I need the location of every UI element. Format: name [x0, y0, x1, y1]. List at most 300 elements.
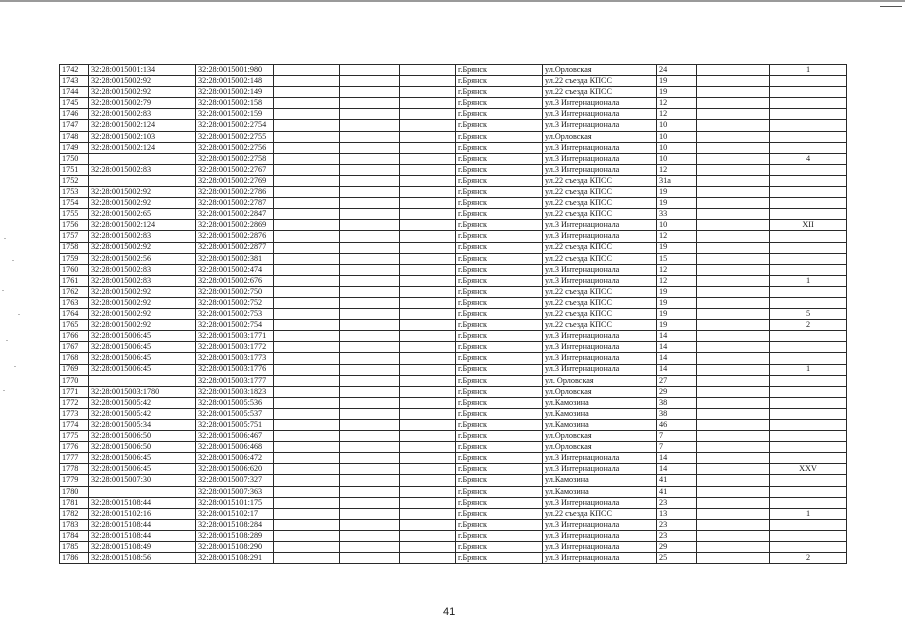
city-cell: г.Брянск — [456, 420, 543, 431]
street-cell: ул.Орловская — [543, 65, 657, 76]
empty-cell — [340, 253, 400, 264]
house-number-cell: 14 — [657, 342, 697, 353]
street-cell: ул.3 Интернационала — [543, 453, 657, 464]
empty-cell — [340, 497, 400, 508]
table-row — [60, 198, 847, 209]
empty-cell — [274, 508, 340, 519]
empty-cell — [340, 286, 400, 297]
empty-cell — [400, 131, 456, 142]
empty-cell — [340, 242, 400, 253]
street-cell: ул.3 Интернационала — [543, 331, 657, 342]
row-number-cell: 1782 — [60, 508, 89, 519]
empty-cell — [697, 142, 770, 153]
empty-cell — [274, 231, 340, 242]
empty-cell — [697, 131, 770, 142]
street-cell: ул.22 съезда КПСС — [543, 508, 657, 519]
room-number-cell — [770, 120, 847, 131]
street-cell: ул.3 Интернационала — [543, 364, 657, 375]
empty-cell — [340, 120, 400, 131]
street-cell: ул.22 съезда КПСС — [543, 309, 657, 320]
empty-cell — [274, 87, 340, 98]
house-number-cell: 14 — [657, 353, 697, 364]
room-number-cell — [770, 209, 847, 220]
city-cell: г.Брянск — [456, 508, 543, 519]
empty-cell — [274, 420, 340, 431]
empty-cell — [340, 76, 400, 87]
cadastral-number-cell: 32:28:0015002:148 — [196, 76, 274, 87]
row-number-cell: 1746 — [60, 109, 89, 120]
city-cell: г.Брянск — [456, 408, 543, 419]
city-cell: г.Брянск — [456, 375, 543, 386]
empty-cell — [400, 164, 456, 175]
parcel-number-cell: 32:28:0015002:124 — [89, 142, 196, 153]
row-number-cell: 1773 — [60, 408, 89, 419]
empty-cell — [400, 453, 456, 464]
empty-cell — [697, 164, 770, 175]
table-row — [60, 76, 847, 87]
house-number-cell: 12 — [657, 98, 697, 109]
city-cell: г.Брянск — [456, 397, 543, 408]
empty-cell — [274, 209, 340, 220]
house-number-cell: 15 — [657, 253, 697, 264]
empty-cell — [400, 442, 456, 453]
parcel-number-cell: 32:28:0015003:1780 — [89, 386, 196, 397]
street-cell: ул.22 съезда КПСС — [543, 175, 657, 186]
empty-cell — [400, 475, 456, 486]
empty-cell — [400, 153, 456, 164]
house-number-cell: 13 — [657, 508, 697, 519]
parcel-number-cell: 32:28:0015002:92 — [89, 87, 196, 98]
room-number-cell — [770, 386, 847, 397]
empty-cell — [340, 375, 400, 386]
street-cell: ул.Камозина — [543, 486, 657, 497]
row-number-cell: 1784 — [60, 530, 89, 541]
cadastral-number-cell: 32:28:0015003:1772 — [196, 342, 274, 353]
empty-cell — [274, 519, 340, 530]
row-number-cell: 1769 — [60, 364, 89, 375]
empty-cell — [340, 331, 400, 342]
parcel-number-cell — [89, 175, 196, 186]
street-cell: ул.22 съезда КПСС — [543, 87, 657, 98]
parcel-number-cell: 32:28:0015102:16 — [89, 508, 196, 519]
empty-cell — [340, 475, 400, 486]
empty-cell — [697, 464, 770, 475]
city-cell: г.Брянск — [456, 209, 543, 220]
house-number-cell: 19 — [657, 76, 697, 87]
empty-cell — [697, 397, 770, 408]
empty-cell — [340, 187, 400, 198]
city-cell: г.Брянск — [456, 231, 543, 242]
empty-cell — [697, 209, 770, 220]
empty-cell — [697, 231, 770, 242]
empty-cell — [697, 309, 770, 320]
table-row — [60, 98, 847, 109]
table-row — [60, 553, 847, 564]
street-cell: ул.22 съезда КПСС — [543, 209, 657, 220]
cadastral-number-cell: 32:28:0015003:1776 — [196, 364, 274, 375]
table-row — [60, 65, 847, 76]
parcel-number-cell: 32:28:0015002:124 — [89, 220, 196, 231]
street-cell: ул. Орловская — [543, 375, 657, 386]
street-cell: ул.22 съезда КПСС — [543, 286, 657, 297]
table-row — [60, 331, 847, 342]
cadastral-number-cell: 32:28:0015101:175 — [196, 497, 274, 508]
room-number-cell — [770, 431, 847, 442]
row-number-cell: 1750 — [60, 153, 89, 164]
room-number-cell: XXV — [770, 464, 847, 475]
row-number-cell: 1768 — [60, 353, 89, 364]
row-number-cell: 1757 — [60, 231, 89, 242]
street-cell: ул.Камозина — [543, 397, 657, 408]
street-cell: ул.3 Интернационала — [543, 231, 657, 242]
cadastral-number-cell: 32:28:0015003:1777 — [196, 375, 274, 386]
cadastral-number-cell: 32:28:0015002:381 — [196, 253, 274, 264]
house-number-cell: 10 — [657, 131, 697, 142]
city-cell: г.Брянск — [456, 431, 543, 442]
cadastral-number-cell: 32:28:0015006:468 — [196, 442, 274, 453]
empty-cell — [697, 242, 770, 253]
empty-cell — [400, 309, 456, 320]
room-number-cell — [770, 175, 847, 186]
street-cell: ул.22 съезда КПСС — [543, 242, 657, 253]
house-number-cell: 41 — [657, 486, 697, 497]
city-cell: г.Брянск — [456, 131, 543, 142]
empty-cell — [697, 519, 770, 530]
parcel-number-cell: 32:28:0015006:50 — [89, 431, 196, 442]
city-cell: г.Брянск — [456, 530, 543, 541]
city-cell: г.Брянск — [456, 297, 543, 308]
empty-cell — [400, 408, 456, 419]
city-cell: г.Брянск — [456, 453, 543, 464]
top-border-line — [0, 0, 905, 2]
city-cell: г.Брянск — [456, 542, 543, 553]
empty-cell — [340, 264, 400, 275]
table-row — [60, 309, 847, 320]
parcel-number-cell: 32:28:0015108:56 — [89, 553, 196, 564]
empty-cell — [400, 142, 456, 153]
empty-cell — [400, 320, 456, 331]
empty-cell — [400, 198, 456, 209]
table-row — [60, 153, 847, 164]
row-number-cell: 1770 — [60, 375, 89, 386]
cadastral-number-cell: 32:28:0015002:149 — [196, 87, 274, 98]
room-number-cell — [770, 342, 847, 353]
parcel-number-cell: 32:28:0015007:30 — [89, 475, 196, 486]
parcel-number-cell: 32:28:0015002:83 — [89, 164, 196, 175]
city-cell: г.Брянск — [456, 486, 543, 497]
parcel-number-cell: 32:28:0015002:92 — [89, 187, 196, 198]
empty-cell — [340, 553, 400, 564]
empty-cell — [697, 442, 770, 453]
table-row — [60, 542, 847, 553]
city-cell: г.Брянск — [456, 331, 543, 342]
empty-cell — [340, 508, 400, 519]
row-number-cell: 1752 — [60, 175, 89, 186]
parcel-number-cell: 32:28:0015006:45 — [89, 453, 196, 464]
room-number-cell — [770, 198, 847, 209]
empty-cell — [274, 553, 340, 564]
table-row — [60, 475, 847, 486]
empty-cell — [697, 76, 770, 87]
empty-cell — [274, 198, 340, 209]
empty-cell — [697, 486, 770, 497]
street-cell: ул.3 Интернационала — [543, 497, 657, 508]
empty-cell — [340, 464, 400, 475]
cadastral-number-cell: 32:28:0015002:2754 — [196, 120, 274, 131]
empty-cell — [400, 87, 456, 98]
cadastral-number-cell: 32:28:0015002:158 — [196, 98, 274, 109]
empty-cell — [400, 530, 456, 541]
parcel-number-cell: 32:28:0015002:83 — [89, 275, 196, 286]
house-number-cell: 19 — [657, 320, 697, 331]
row-number-cell: 1759 — [60, 253, 89, 264]
city-cell: г.Брянск — [456, 76, 543, 87]
row-number-cell: 1760 — [60, 264, 89, 275]
empty-cell — [697, 153, 770, 164]
empty-cell — [340, 542, 400, 553]
table-row — [60, 397, 847, 408]
cadastral-number-cell: 32:28:0015002:2758 — [196, 153, 274, 164]
parcel-number-cell: 32:28:0015002:83 — [89, 109, 196, 120]
empty-cell — [400, 209, 456, 220]
empty-cell — [340, 131, 400, 142]
city-cell: г.Брянск — [456, 220, 543, 231]
empty-cell — [340, 164, 400, 175]
empty-cell — [697, 375, 770, 386]
cadastral-number-cell: 32:28:0015003:1773 — [196, 353, 274, 364]
street-cell: ул.3 Интернационала — [543, 120, 657, 131]
street-cell: ул.3 Интернационала — [543, 98, 657, 109]
cadastral-number-cell: 32:28:0015108:289 — [196, 530, 274, 541]
parcel-number-cell: 32:28:0015005:42 — [89, 397, 196, 408]
cadastral-number-cell: 32:28:0015006:472 — [196, 453, 274, 464]
cadastral-number-cell: 32:28:0015002:753 — [196, 309, 274, 320]
row-number-cell: 1758 — [60, 242, 89, 253]
table-row — [60, 464, 847, 475]
empty-cell — [400, 264, 456, 275]
cadastral-number-cell: 32:28:0015108:290 — [196, 542, 274, 553]
parcel-number-cell: 32:28:0015002:103 — [89, 131, 196, 142]
city-cell: г.Брянск — [456, 497, 543, 508]
house-number-cell: 19 — [657, 286, 697, 297]
table-row — [60, 109, 847, 120]
room-number-cell: 4 — [770, 153, 847, 164]
row-number-cell: 1744 — [60, 87, 89, 98]
empty-cell — [274, 275, 340, 286]
row-number-cell: 1774 — [60, 420, 89, 431]
house-number-cell: 19 — [657, 242, 697, 253]
cadastral-number-cell: 32:28:0015007:363 — [196, 486, 274, 497]
table-row — [60, 275, 847, 286]
empty-cell — [340, 486, 400, 497]
city-cell: г.Брянск — [456, 275, 543, 286]
empty-cell — [697, 253, 770, 264]
empty-cell — [400, 187, 456, 198]
room-number-cell: 1 — [770, 275, 847, 286]
row-number-cell: 1767 — [60, 342, 89, 353]
table-row — [60, 231, 847, 242]
empty-cell — [400, 220, 456, 231]
city-cell: г.Брянск — [456, 120, 543, 131]
row-number-cell: 1763 — [60, 297, 89, 308]
empty-cell — [400, 397, 456, 408]
room-number-cell — [770, 530, 847, 541]
room-number-cell: 1 — [770, 508, 847, 519]
street-cell: ул.22 съезда КПСС — [543, 253, 657, 264]
street-cell: ул.Орловская — [543, 131, 657, 142]
empty-cell — [274, 142, 340, 153]
row-number-cell: 1753 — [60, 187, 89, 198]
empty-cell — [274, 486, 340, 497]
street-cell: ул.3 Интернационала — [543, 109, 657, 120]
empty-cell — [340, 153, 400, 164]
parcel-number-cell: 32:28:0015005:42 — [89, 408, 196, 419]
street-cell: ул.3 Интернационала — [543, 530, 657, 541]
street-cell: ул.3 Интернационала — [543, 275, 657, 286]
parcel-number-cell — [89, 375, 196, 386]
house-number-cell: 19 — [657, 297, 697, 308]
cadastral-number-cell: 32:28:0015002:2756 — [196, 142, 274, 153]
empty-cell — [340, 431, 400, 442]
house-number-cell: 23 — [657, 530, 697, 541]
row-number-cell: 1765 — [60, 320, 89, 331]
city-cell: г.Брянск — [456, 353, 543, 364]
empty-cell — [274, 320, 340, 331]
page-number: 41 — [443, 606, 456, 618]
empty-cell — [697, 331, 770, 342]
house-number-cell: 12 — [657, 231, 697, 242]
empty-cell — [274, 530, 340, 541]
empty-cell — [274, 309, 340, 320]
street-cell: ул.3 Интернационала — [543, 164, 657, 175]
empty-cell — [340, 109, 400, 120]
city-cell: г.Брянск — [456, 386, 543, 397]
cadastral-number-cell: 32:28:0015002:2869 — [196, 220, 274, 231]
empty-cell — [340, 297, 400, 308]
house-number-cell: 29 — [657, 386, 697, 397]
street-cell: ул.3 Интернационала — [543, 464, 657, 475]
street-cell: ул.Камозина — [543, 408, 657, 419]
empty-cell — [400, 297, 456, 308]
empty-cell — [697, 553, 770, 564]
empty-cell — [697, 98, 770, 109]
empty-cell — [274, 497, 340, 508]
room-number-cell — [770, 497, 847, 508]
room-number-cell — [770, 353, 847, 364]
table-row — [60, 286, 847, 297]
street-cell: ул.3 Интернационала — [543, 153, 657, 164]
empty-cell — [400, 431, 456, 442]
city-cell: г.Брянск — [456, 475, 543, 486]
parcel-number-cell: 32:28:0015002:92 — [89, 76, 196, 87]
empty-cell — [340, 408, 400, 419]
street-cell: ул.Орловская — [543, 386, 657, 397]
empty-cell — [274, 120, 340, 131]
room-number-cell — [770, 397, 847, 408]
empty-cell — [340, 386, 400, 397]
empty-cell — [340, 519, 400, 530]
parcel-number-cell: 32:28:0015002:92 — [89, 309, 196, 320]
house-number-cell: 7 — [657, 442, 697, 453]
room-number-cell: 1 — [770, 65, 847, 76]
city-cell: г.Брянск — [456, 87, 543, 98]
street-cell: ул.Орловская — [543, 442, 657, 453]
empty-cell — [340, 364, 400, 375]
row-number-cell: 1764 — [60, 309, 89, 320]
street-cell: ул.Камозина — [543, 475, 657, 486]
house-number-cell: 38 — [657, 408, 697, 419]
empty-cell — [274, 264, 340, 275]
empty-cell — [400, 242, 456, 253]
house-number-cell: 12 — [657, 264, 697, 275]
row-number-cell: 1783 — [60, 519, 89, 530]
empty-cell — [274, 242, 340, 253]
cadastral-number-cell: 32:28:0015002:750 — [196, 286, 274, 297]
city-cell: г.Брянск — [456, 553, 543, 564]
street-cell: ул.Орловская — [543, 431, 657, 442]
house-number-cell: 27 — [657, 375, 697, 386]
empty-cell — [697, 364, 770, 375]
street-cell: ул.22 съезда КПСС — [543, 76, 657, 87]
empty-cell — [400, 375, 456, 386]
parcel-number-cell: 32:28:0015006:45 — [89, 342, 196, 353]
scan-noise — [0, 230, 40, 410]
house-number-cell: 29 — [657, 542, 697, 553]
row-number-cell: 1772 — [60, 397, 89, 408]
row-number-cell: 1743 — [60, 76, 89, 87]
parcel-number-cell: 32:28:0015108:44 — [89, 497, 196, 508]
room-number-cell — [770, 164, 847, 175]
city-cell: г.Брянск — [456, 175, 543, 186]
house-number-cell: 14 — [657, 331, 697, 342]
cadastral-number-cell: 32:28:0015005:537 — [196, 408, 274, 419]
parcel-number-cell: 32:28:0015002:92 — [89, 286, 196, 297]
table-row — [60, 175, 847, 186]
city-cell: г.Брянск — [456, 242, 543, 253]
table-row — [60, 431, 847, 442]
empty-cell — [340, 442, 400, 453]
room-number-cell — [770, 486, 847, 497]
empty-cell — [274, 431, 340, 442]
cadastral-number-cell: 32:28:0015002:474 — [196, 264, 274, 275]
empty-cell — [340, 209, 400, 220]
empty-cell — [340, 530, 400, 541]
table-row — [60, 209, 847, 220]
table-row — [60, 242, 847, 253]
house-number-cell: 10 — [657, 153, 697, 164]
parcel-number-cell: 32:28:0015006:45 — [89, 364, 196, 375]
parcel-number-cell: 32:28:0015002:79 — [89, 98, 196, 109]
empty-cell — [274, 297, 340, 308]
cadastral-number-cell: 32:28:0015002:754 — [196, 320, 274, 331]
empty-cell — [400, 253, 456, 264]
empty-cell — [400, 331, 456, 342]
top-right-dash — [880, 6, 902, 7]
table-row — [60, 131, 847, 142]
empty-cell — [274, 131, 340, 142]
empty-cell — [400, 120, 456, 131]
empty-cell — [400, 542, 456, 553]
empty-cell — [697, 353, 770, 364]
city-cell: г.Брянск — [456, 65, 543, 76]
room-number-cell: 2 — [770, 553, 847, 564]
cadastral-number-cell: 32:28:0015006:467 — [196, 431, 274, 442]
empty-cell — [400, 420, 456, 431]
parcel-number-cell: 32:28:0015006:45 — [89, 331, 196, 342]
table-row — [60, 386, 847, 397]
empty-cell — [340, 175, 400, 186]
room-number-cell — [770, 453, 847, 464]
